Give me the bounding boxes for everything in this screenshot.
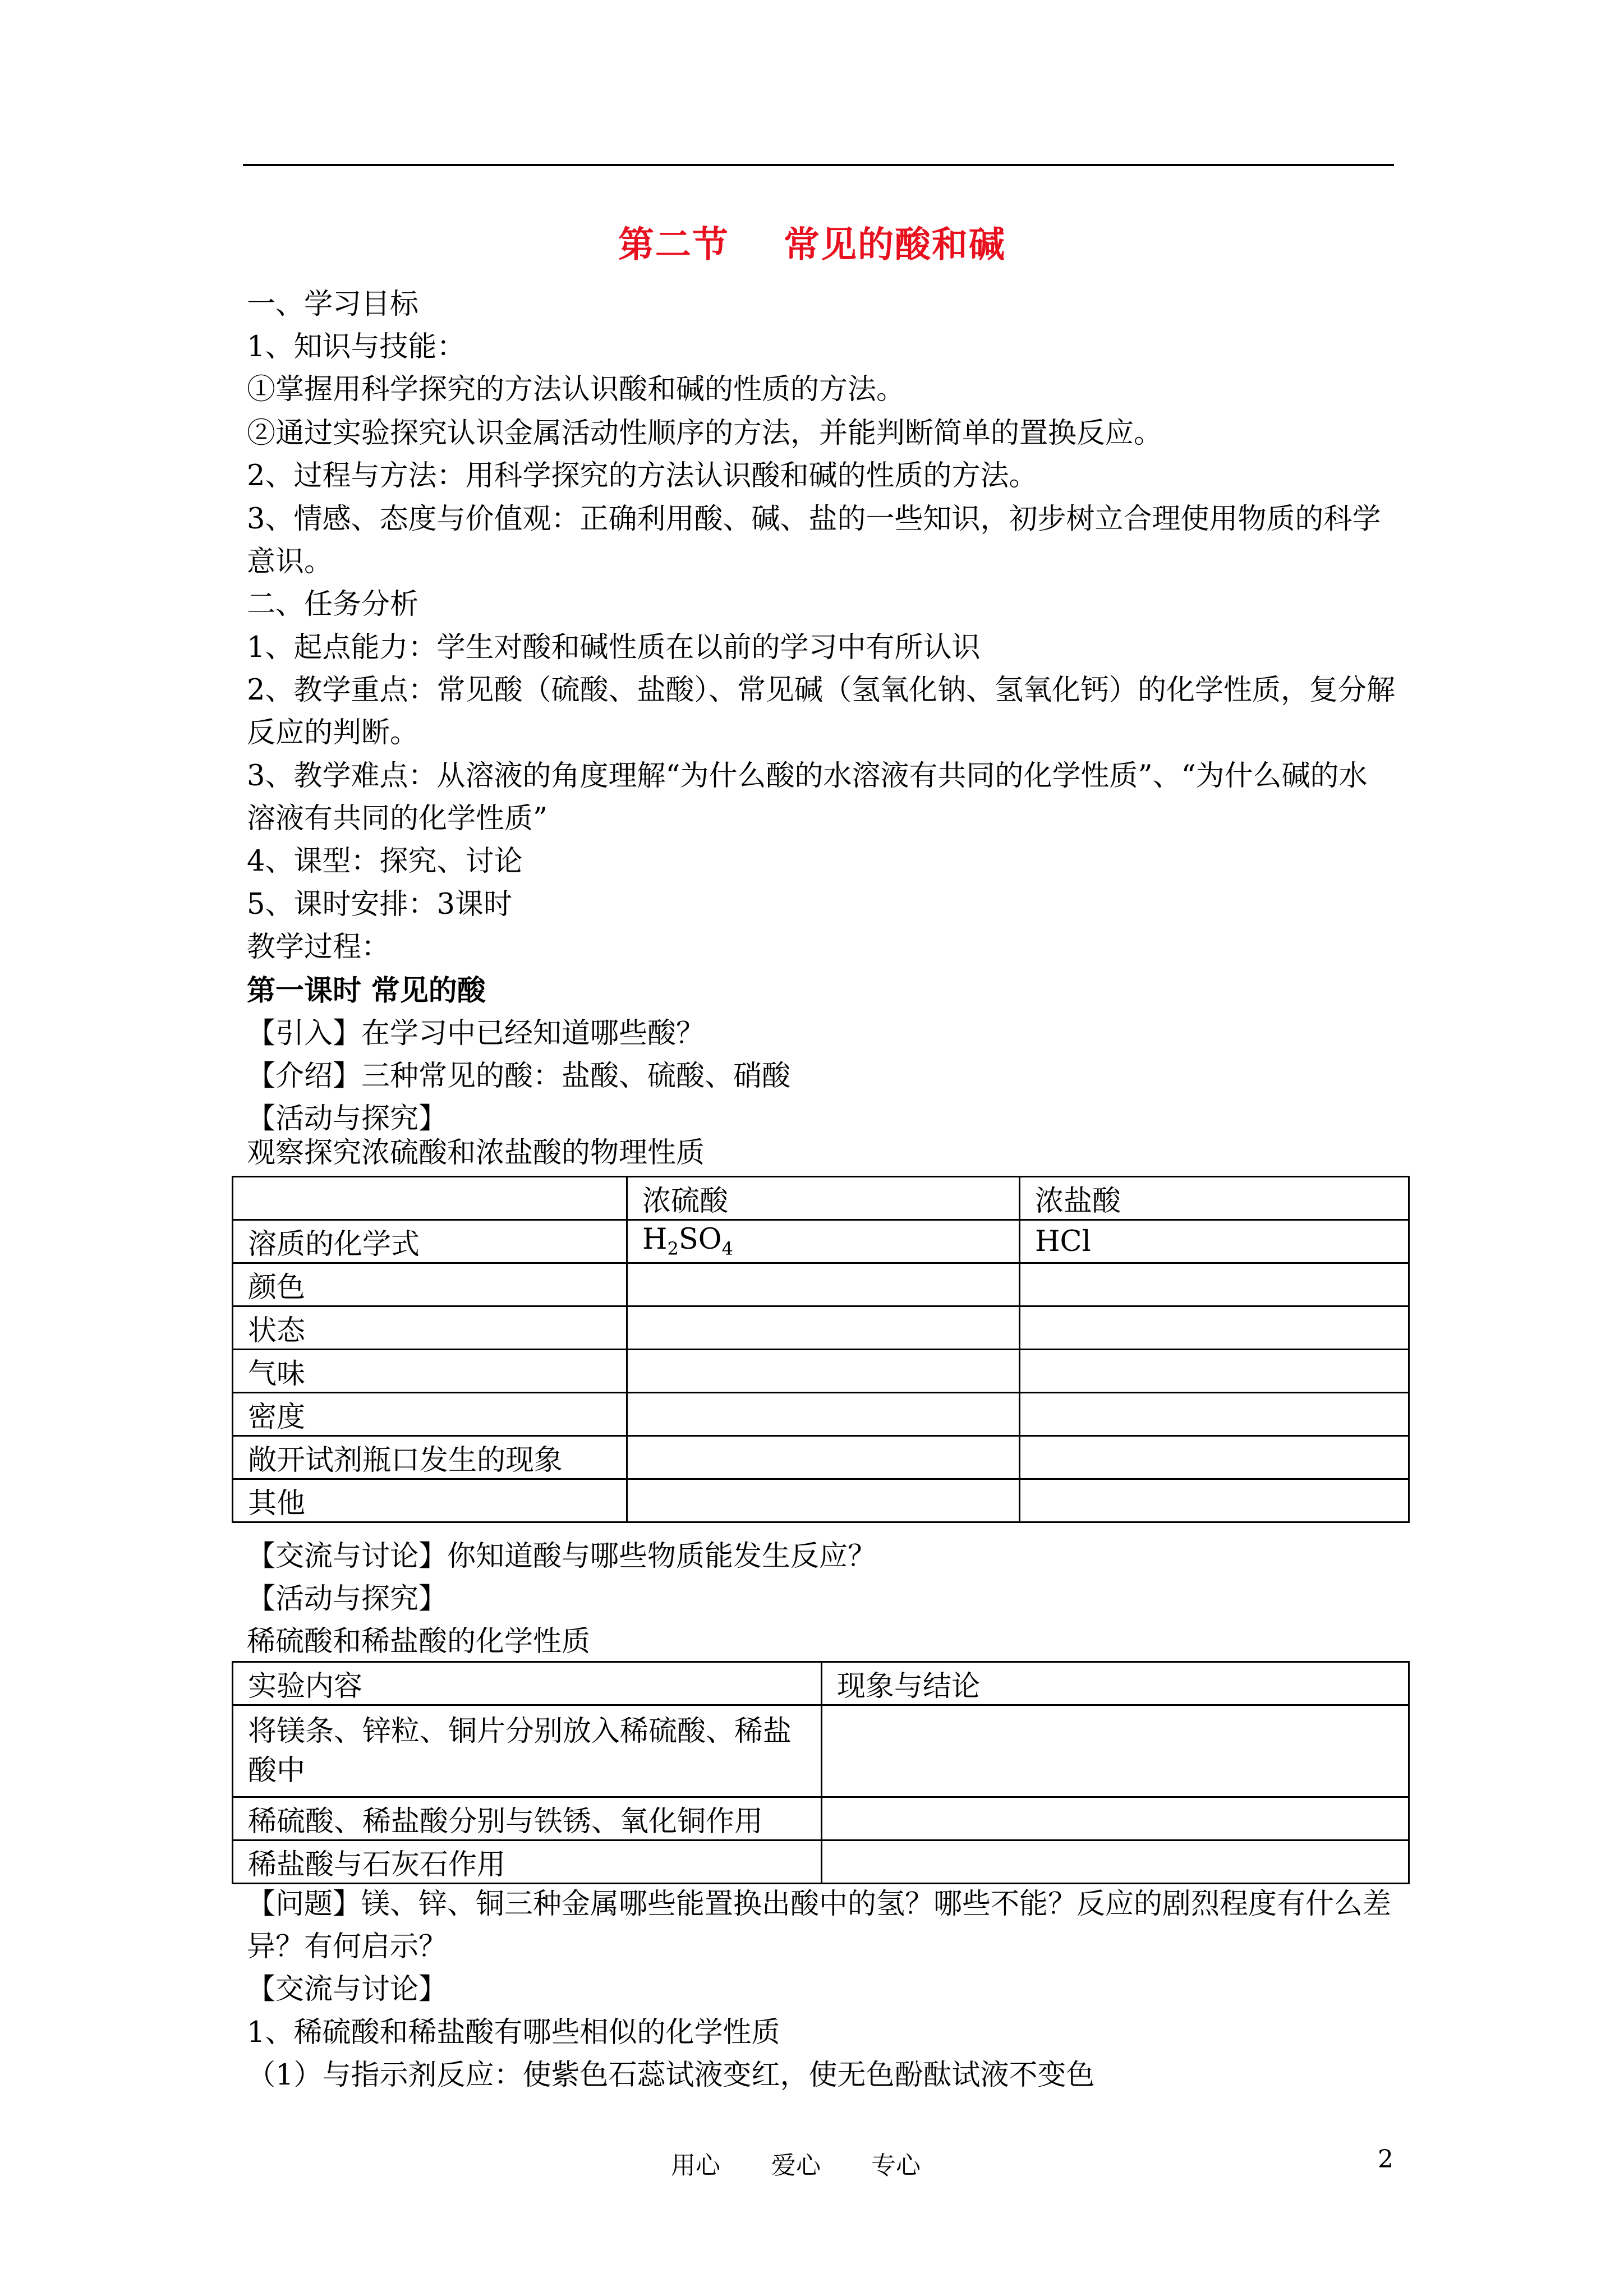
text-line: 【交流与讨论】你知道酸与哪些物质能发生反应？ (247, 1540, 877, 1573)
table-cell (627, 1393, 1020, 1436)
text-line: 2、教学重点：常见酸（硫酸、盐酸）、常见碱（氢氧化钠、氢氧化钙）的化学性质，复分解 (247, 674, 1395, 707)
table-cell: 敞开试剂瓶口发生的现象 (233, 1436, 627, 1479)
table-cell: 浓盐酸 (1020, 1177, 1409, 1220)
text-line: 【交流与讨论】 (247, 1973, 448, 2006)
table-cell: 其他 (233, 1479, 627, 1522)
text-line: 1、起点能力：学生对酸和碱性质在以前的学习中有所认识 (247, 631, 981, 664)
text-line: 1、稀硫酸和稀盐酸有哪些相似的化学性质 (247, 2016, 780, 2049)
table-cell (627, 1436, 1020, 1479)
table-cell (627, 1350, 1020, 1393)
table-row (233, 1841, 1409, 1884)
table-row (233, 1393, 1409, 1436)
text-line: 一、学习目标 (247, 288, 419, 321)
page-number: 2 (1378, 2145, 1393, 2174)
page-title: 第二节 常见的酸和碱 (618, 224, 1006, 266)
table-row (233, 1263, 1409, 1306)
table-cell (1020, 1479, 1409, 1522)
text-line: 异？有何启示？ (247, 1930, 448, 1963)
text-line: 【活动与探究】 (247, 1582, 448, 1616)
table-cell: HCl (1020, 1220, 1409, 1263)
table-cell: 将镁条、锌粒、铜片分别放入稀硫酸、稀盐酸中 (233, 1705, 822, 1797)
table-cell: 密度 (233, 1393, 627, 1436)
table-cell (1020, 1350, 1409, 1393)
table-cell: 溶质的化学式 (233, 1220, 627, 1263)
text-line: 稀硫酸和稀盐酸的化学性质 (247, 1625, 591, 1658)
table-cell: 现象与结论 (822, 1662, 1409, 1705)
table-cell: 状态 (233, 1306, 627, 1350)
table-cell (1020, 1306, 1409, 1350)
text-line: 5、课时安排：3课时 (247, 888, 512, 921)
text-line: （1）与指示剂反应：使紫色石蕊试液变红，使无色酚酞试液不变色 (247, 2059, 1095, 2092)
table-cell (627, 1479, 1020, 1522)
text-line: 教学过程： (247, 931, 390, 964)
section-heading: 第一课时 常见的酸 (247, 974, 486, 1007)
footer-text: 爱心 (771, 2151, 821, 2180)
table-row (233, 1306, 1409, 1350)
table-cell: 实验内容 (233, 1662, 822, 1705)
table-cell (627, 1263, 1020, 1306)
table-cell (233, 1177, 627, 1220)
table-cell: 气味 (233, 1350, 627, 1393)
table-row (233, 1479, 1409, 1522)
text-line: 【问题】镁、锌、铜三种金属哪些能置换出酸中的氢？哪些不能？反应的剧烈程度有什么差 (247, 1888, 1392, 1921)
header-rule (243, 164, 1394, 166)
table-cell (1020, 1393, 1409, 1436)
text-line: 【介绍】三种常见的酸：盐酸、硫酸、硝酸 (247, 1060, 791, 1093)
text-line: 4、课型：探究、讨论 (247, 845, 523, 878)
text-line: 意识。 (247, 545, 333, 578)
text-line: 溶液有共同的化学性质” (247, 802, 548, 835)
footer-text: 专心 (871, 2151, 921, 2180)
table-cell (1020, 1436, 1409, 1479)
table-cell: 浓硫酸 (627, 1177, 1020, 1220)
table-header-row (233, 1662, 1409, 1705)
text-line: 【活动与探究】 (247, 1102, 448, 1135)
physical-properties-table (232, 1176, 1410, 1523)
text-line: 二、任务分析 (247, 588, 419, 621)
text-line: 3、教学难点：从溶液的角度理解“为什么酸的水溶液有共同的化学性质”、“为什么碱的水 (247, 760, 1368, 793)
table-row (233, 1797, 1409, 1841)
table-cell: 稀硫酸、稀盐酸分别与铁锈、氧化铜作用 (233, 1797, 822, 1841)
footer-text: 用心 (671, 2151, 720, 2180)
text-line: ②通过实验探究认识金属活动性顺序的方法，并能判断简单的置换反应。 (247, 417, 1163, 450)
text-line: 2、过程与方法：用科学探究的方法认识酸和碱的性质的方法。 (247, 459, 1038, 493)
table-row (233, 1350, 1409, 1393)
table-cell (822, 1841, 1409, 1884)
chemical-properties-table (232, 1661, 1410, 1884)
table-header-row (233, 1177, 1409, 1220)
text-line: 【引入】在学习中已经知道哪些酸？ (247, 1017, 705, 1050)
table-cell: 颜色 (233, 1263, 627, 1306)
text-line: 1、知识与技能： (247, 330, 466, 364)
table-row (233, 1436, 1409, 1479)
formula-cell: $H_2SO_4$ (627, 1220, 1020, 1263)
text-line: 3、情感、态度与价值观：正确利用酸、碱、盐的一些知识，初步树立合理使用物质的科学 (247, 503, 1381, 536)
table-row (233, 1705, 1409, 1797)
table-cell (822, 1705, 1409, 1797)
table-cell (1020, 1263, 1409, 1306)
text-line: 观察探究浓硫酸和浓盐酸的物理性质 (247, 1137, 705, 1170)
table-cell (627, 1306, 1020, 1350)
table-row (233, 1220, 1409, 1263)
table-cell (822, 1797, 1409, 1841)
text-line: 反应的判断。 (247, 716, 419, 749)
text-line: ①掌握用科学探究的方法认识酸和碱的性质的方法。 (247, 373, 905, 406)
table-cell: 稀盐酸与石灰石作用 (233, 1841, 822, 1884)
